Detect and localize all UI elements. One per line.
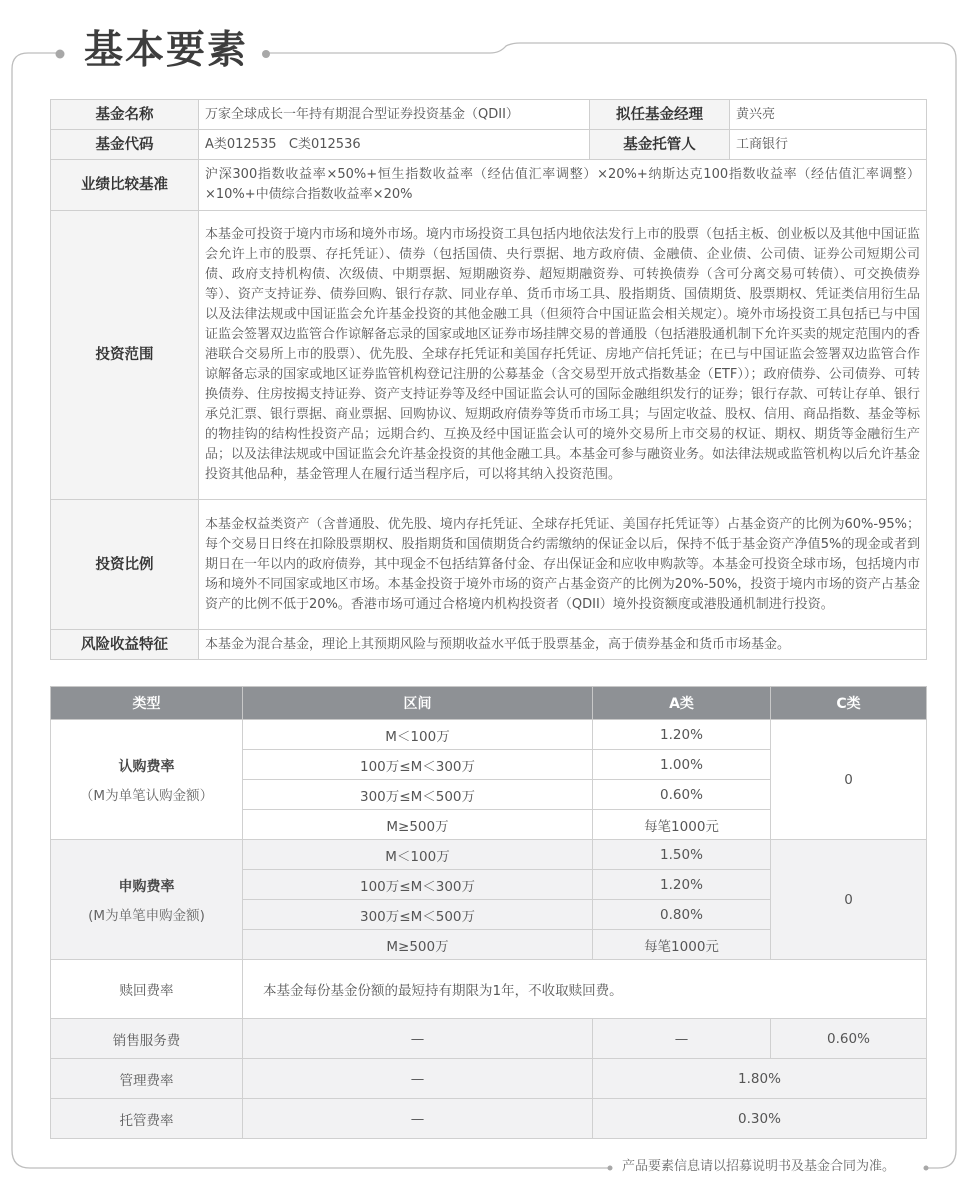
sales-service-range: — [243,1019,593,1059]
fund-info-table [50,99,927,660]
fee-table [50,686,927,1139]
table-row [51,720,927,750]
subscribe-range: 300万≤M＜500万 [243,780,593,810]
subscribe-c: 0 [771,720,927,840]
benchmark-value: 沪深300指数收益率×50%+恒生指数收益率（经估值汇率调整）×20%+纳斯达克100指数收益率（经估值汇率调整）×10%+中债综合指数收益率×20% [199,160,927,211]
custody-value: 0.30% [593,1099,927,1139]
footer-left-dot-icon [608,1166,613,1171]
scope-label: 投资范围 [51,211,199,500]
purchase-a: 1.50% [593,840,771,870]
subscribe-range: 100万≤M＜300万 [243,750,593,780]
purchase-a: 1.20% [593,870,771,900]
purchase-a: 0.80% [593,900,771,930]
ratio-label: 投资比例 [51,500,199,630]
risk-value: 本基金为混合基金，理论上其预期风险与预期收益水平低于股票基金，高于债券基金和货币市场基金。 [199,630,927,660]
table-row [51,1019,927,1059]
header-type: 类型 [51,687,243,720]
table-row [51,1059,927,1099]
subscribe-a: 0.60% [593,780,771,810]
purchase-range: M＜100万 [243,840,593,870]
purchase-note: (M为单笔申购金额) [88,907,205,924]
subscribe-a: 1.00% [593,750,771,780]
custodian-label: 基金托管人 [590,130,730,160]
header-range: 区间 [243,687,593,720]
footer-note: 产品要素信息请以招募说明书及基金合同为准。 [622,1159,896,1174]
purchase-c: 0 [771,840,927,960]
subscribe-range: M＜100万 [243,720,593,750]
ratio-value: 本基金权益类资产（含普通股、优先股、境内存托凭证、全球存托凭证、美国存托凭证等）占基金资产的比例为60%-95%；每个交易日日终在扣除股票期权、股指期货和国债期货合约需缴纳的保证金以后，保持不低于基金资产净值5%的现金或者到期日在一年以内的政府债券，其中现金不包括结算备付金、存出保证金和应收申购款等。本基金可投资全球市场，包括境内市场和境外不同国家或地区市场。本基金投资于境外市场的资产占基金资产的比例为20%-50%，投资于境内市场的资产占基金资产的比例不低于20%。香港市场可通过合格境内机构投资者（QDII）境外投资额度或港股通机制进行投资。 [199,500,927,630]
table-row [51,840,927,870]
subscribe-a: 每笔1000元 [593,810,771,840]
manager-label: 拟任基金经理 [590,100,730,130]
header-a-class: A类 [593,687,771,720]
custody-range: — [243,1099,593,1139]
purchase-label: 申购费率 [118,878,175,895]
purchase-range: M≥500万 [243,930,593,960]
management-value: 1.80% [593,1059,927,1099]
purchase-range: 300万≤M＜500万 [243,900,593,930]
subscribe-note: （M为单笔认购金额） [79,787,214,804]
subscribe-range: M≥500万 [243,810,593,840]
fund-code-label: 基金代码 [51,130,199,160]
management-range: — [243,1059,593,1099]
sales-service-label: 销售服务费 [51,1019,243,1059]
custodian-value: 工商银行 [730,130,927,160]
table-row [51,960,927,1019]
scope-value: 本基金可投资于境内市场和境外市场。境内市场投资工具包括内地依法发行上市的股票（包括主板、创业板以及其他中国证监会允许上市的股票、存托凭证）、债券（包括国债、央行票据、地方政府债、金融债、企业债、公司债、证券公司短期公司债、政府支持机构债、次级债、中期票据、短期融资券、超短期融资券、可转换债券（含可分离交易可转债）、可交换债券等）、资产支持证券、债券回购、银行存款、同业存单、货币市场工具、股指期货、国债期货、股票期权、凭证类信用衍生品以及法律法规或中国证监会允许基金投资的其他金融工具（但须符合中国证监会相关规定）。境外市场投资工具包括已与中国证监会签署双边监管合作谅解备忘录的国家或地区证券市场挂牌交易的普通股（包括港股通机制下允许买卖的规定范围内的香港联合交易所上市的股票）、优先股、全球存托凭证和美国存托凭证、房地产信托凭证；在已与中国证监会签署双边监管合作谅解备忘录的国家或地区证券监管机构登记注册的公募基金（含交易型开放式指数基金（ETF））；政府债券、公司债券、可转换债券、住房按揭支持证券、资产支持证券等及经中国证监会认可的国际金融组织发行的证券；银行存款、可转让存单、银行承兑汇票、银行票据、商业票据、回购协议、短期政府债券等货币市场工具；与固定收益、股权、信用、商品指数、基金等标的物挂钩的结构性投资产品；远期合约、互换及经中国证监会认可的境外交易所上市交易的权证、期权、期货等金融衍生产品；以及法律法规或中国证监会允许基金投资的其他金融工具。本基金可参与融资业务。如法律法规或监管机构以后允许基金投资其他品种，基金管理人在履行适当程序后，可以将其纳入投资范围。 [199,211,927,500]
subscribe-a: 1.20% [593,720,771,750]
purchase-label-cell [51,840,243,960]
management-label: 管理费率 [51,1059,243,1099]
title-right-dot-icon [262,50,270,58]
title-left-dot-icon [56,50,65,59]
table-row [51,1099,927,1139]
footer-right-dot-icon [924,1166,929,1171]
benchmark-label: 业绩比较基准 [51,160,199,211]
sales-service-a: — [593,1019,771,1059]
sales-service-c: 0.60% [771,1019,927,1059]
fund-code-value: A类012535 C类012536 [199,130,590,160]
manager-value: 黄兴亮 [730,100,927,130]
header-c-class: C类 [771,687,927,720]
redeem-text: 本基金每份基金份额的最短持有期限为1年，不收取赎回费。 [243,960,927,1019]
purchase-a: 每笔1000元 [593,930,771,960]
subscribe-label-cell [51,720,243,840]
risk-label: 风险收益特征 [51,630,199,660]
fund-name-value: 万家全球成长一年持有期混合型证券投资基金（QDII） [199,100,590,130]
custody-label: 托管费率 [51,1099,243,1139]
redeem-label: 赎回费率 [51,960,243,1019]
section-title: 基本要素 [84,28,249,73]
fund-name-label: 基金名称 [51,100,199,130]
subscribe-label: 认购费率 [118,758,175,775]
purchase-range: 100万≤M＜300万 [243,870,593,900]
